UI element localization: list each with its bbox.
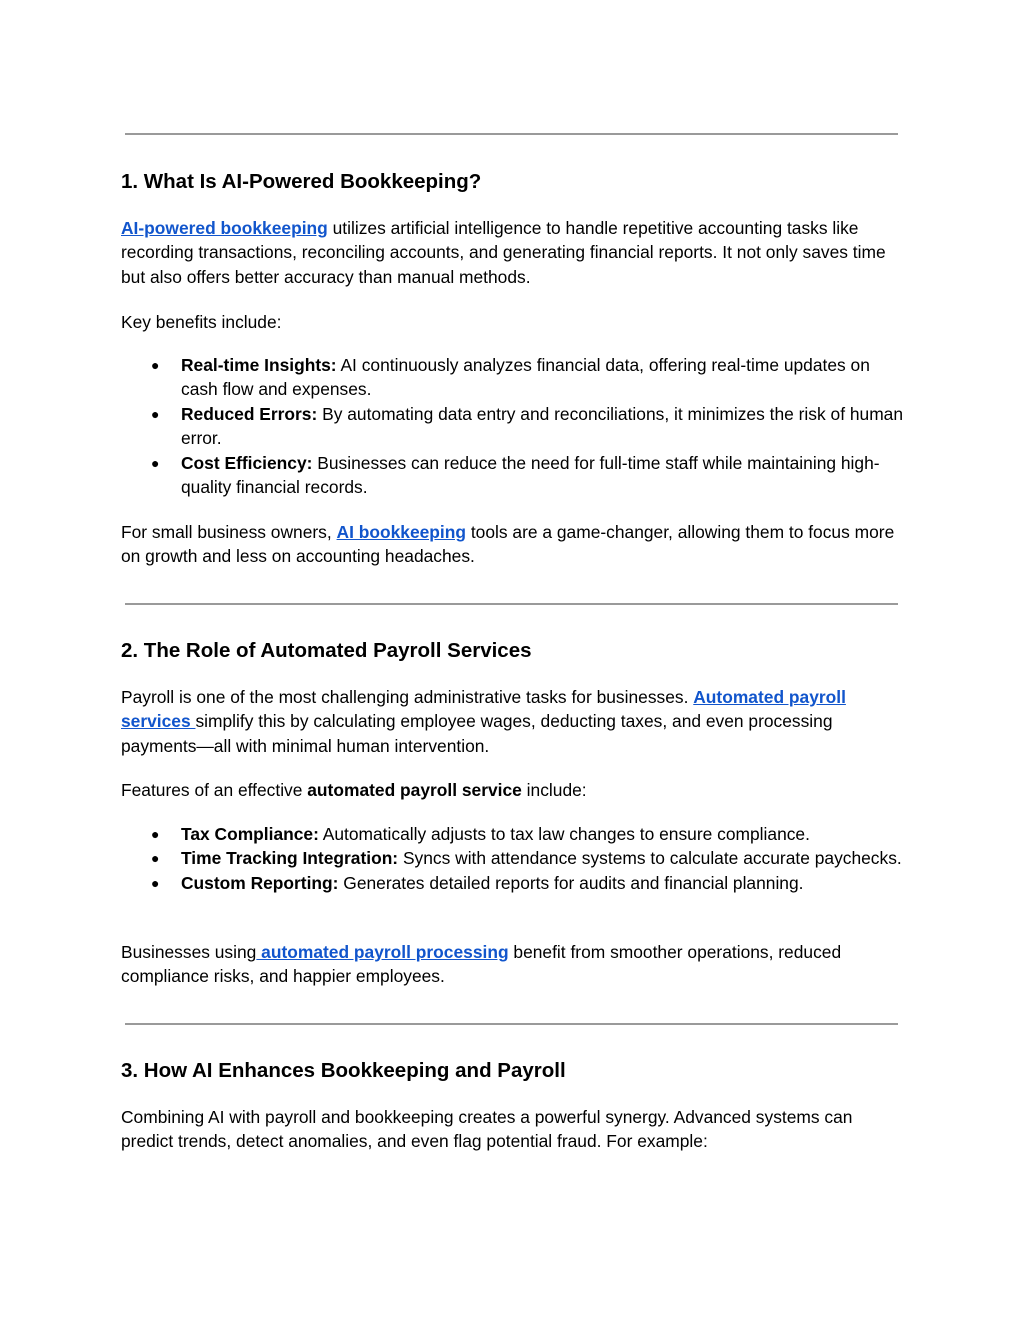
section-3-intro: Combining AI with payroll and bookkeeping creates a powerful synergy. Advanced systems can predict trends, detect anomalies, and even flag potential fraud. For example: — [121, 1107, 853, 1152]
section-1-lead: Key benefits include: — [121, 312, 282, 332]
list-item-text: Automatically adjusts to tax law changes to ensure compliance. — [318, 824, 810, 844]
list-item — [121, 353, 906, 402]
section-2-intro — [121, 685, 906, 758]
list-item — [121, 451, 906, 500]
list-item-term: Cost Efficiency: — [181, 452, 313, 473]
bullet-icon: ● — [151, 405, 160, 422]
list-item-text: Syncs with attendance systems to calculate accurate paychecks. — [398, 848, 902, 869]
section-2-features-list — [121, 822, 906, 895]
section-heading-1: 1. What Is AI-Powered Bookkeeping? — [121, 170, 482, 193]
section-heading-3: 3. How AI Enhances Bookkeeping and Payroll — [121, 1059, 566, 1082]
horizontal-rule — [125, 1023, 898, 1025]
bullet-icon: ● — [151, 850, 160, 867]
list-item-term: Real-time Insights: — [181, 355, 337, 375]
section-2-lead-text-end: include: — [521, 780, 587, 800]
list-item-term: Custom Reporting: — [181, 872, 339, 893]
section-1-closing-text: For small business owners, — [121, 522, 337, 542]
list-item-text: Generates detailed reports for audits and financial planning. — [338, 872, 804, 893]
list-item — [121, 846, 906, 870]
section-1-intro-text: utilizes artificial intelligence to handle repetitive accounting tasks like recording transactions, reconciling accounts, and generating financial reports. It not only saves time but also offers better accuracy than manual methods. — [121, 218, 886, 287]
list-item — [121, 822, 906, 846]
bullet-icon: ● — [151, 454, 160, 471]
section-1-closing — [121, 520, 906, 569]
bullet-icon: ● — [151, 357, 160, 373]
list-item-term: Tax Compliance: — [181, 824, 319, 844]
section-2-lead-bold: automated payroll service — [307, 780, 522, 800]
horizontal-rule — [125, 603, 898, 605]
list-item-term: Time Tracking Integration: — [181, 848, 399, 869]
section-2-lead — [121, 778, 587, 802]
section-2-closing-text: Businesses using — [121, 942, 257, 962]
section-2-lead-text: Features of an effective — [121, 780, 308, 800]
section-1-benefits-list — [121, 353, 906, 499]
list-item — [121, 402, 906, 451]
bullet-icon: ● — [151, 826, 160, 842]
list-item-text: Businesses can reduce the need for full-time staff while maintaining high-quality financial records. — [181, 452, 880, 498]
ai-bookkeeping-link[interactable]: AI bookkeeping — [336, 522, 467, 542]
list-item-text: AI continuously analyzes financial data, offering real-time updates on cash flow and expenses. — [181, 355, 870, 400]
section-2-intro-text: Payroll is one of the most challenging administrative tasks for businesses. — [121, 687, 694, 707]
list-item-text: By automating data entry and reconciliations, it minimizes the risk of human error. — [181, 403, 904, 449]
section-2-closing — [121, 940, 906, 989]
horizontal-rule — [125, 133, 898, 135]
bullet-icon: ● — [151, 874, 160, 891]
automated-payroll-services-link[interactable]: Automated payroll services — [121, 687, 846, 732]
list-item — [121, 871, 906, 895]
section-1-intro — [121, 216, 906, 289]
section-2-closing-text-end: benefit from smoother operations, reduced compliance risks, and happier employees. — [121, 942, 842, 987]
list-item-term: Reduced Errors: — [181, 403, 318, 424]
section-2-intro-text-end: simplify this by calculating employee wages, deducting taxes, and even processing payments—all with minimal human intervention. — [121, 711, 833, 756]
ai-powered-bookkeeping-link[interactable]: AI-powered bookkeeping — [121, 218, 328, 238]
section-heading-2: 2. The Role of Automated Payroll Services — [121, 639, 532, 662]
automated-payroll-processing-link[interactable]: automated payroll processing — [256, 942, 509, 962]
section-1-closing-text-end: tools are a game-changer, allowing them to focus more on growth and less on accounting headaches. — [121, 522, 895, 567]
